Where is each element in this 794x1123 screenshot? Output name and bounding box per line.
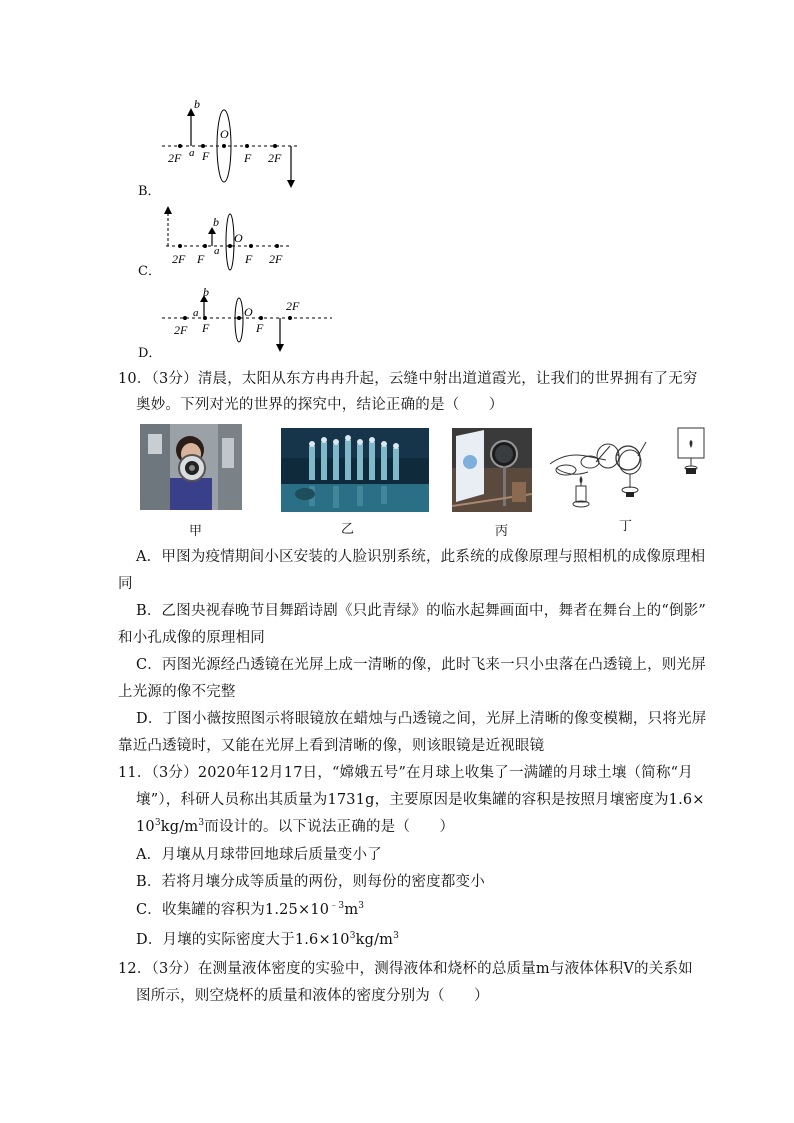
q10-option-d-line2: 靠近凸透镜时，又能在光屏上看到清晰的像，则该眼镜是近视眼镜	[118, 738, 545, 754]
lens-diagram-b	[150, 92, 320, 192]
label-a: a	[214, 245, 220, 257]
q11-stem-line2: 壤”），科研人员称出其质量为1731g，主要原因是收集罐的容积是按照月壤密度为1.6×	[136, 792, 705, 808]
q10-option-c-line2: 上光源的像不完整	[118, 684, 236, 700]
q10-option-b-line2: 和小孔成像的原理相同	[118, 630, 265, 646]
label-o: O	[220, 127, 229, 141]
label-b: b	[203, 285, 209, 299]
label-2f: 2F	[286, 299, 300, 313]
q12-stem-line2: 图所示，则空烧杯的质量和液体的密度分别为（ ）	[136, 988, 489, 1004]
lens-diagram-d	[150, 282, 340, 357]
q10-option-a-line2: 同	[118, 576, 133, 592]
label-2f: 2F	[268, 151, 282, 165]
label-2f: 2F	[168, 151, 182, 165]
q11-option-a: A．月壤从月球带回地球后质量变小了	[136, 847, 382, 863]
label-f: F	[245, 252, 253, 266]
caption-ding: 丁	[619, 519, 633, 534]
caption-yi: 乙	[341, 522, 355, 537]
photo-jia-face-recognition	[140, 424, 242, 510]
q10-option-a-line1: A．甲图为疫情期间小区安装的人脸识别系统，此系统的成像原理与照相机的成像原理相	[136, 549, 706, 565]
q11-option-d: D．月壤的实际密度大于$1.6\times 10^3kg/m^3$	[136, 931, 400, 948]
label-f: F	[202, 149, 210, 163]
q10-stem-line1: 10．（3分）清晨，太阳从东方冉冉升起，云缝中射出道道霞光，让我们的世界拥有了无穷	[118, 371, 698, 387]
label-o: O	[244, 305, 253, 319]
label-o: O	[234, 231, 243, 245]
q11-stem-line3: $10^3kg/m^3$而设计的。以下说法正确的是（ ）	[136, 818, 455, 835]
label-f: F	[202, 321, 210, 335]
q12-stem-line1: 12．（3分）在测量液体密度的实验中，测得液体和烧杯的总质量m与液体体积V的关系如	[118, 961, 693, 977]
q11-stem-line1: 11．（3分）2020年12月17日，“嫦娥五号”在月球上收集了一满罐的月球土壤（简称“月	[118, 765, 693, 781]
label-2f: 2F	[269, 252, 283, 266]
q11-option-b: B．若将月壤分成等质量的两份，则每份的密度都变小	[136, 874, 485, 890]
label-2f: 2F	[172, 252, 186, 266]
label-f: F	[197, 252, 205, 266]
caption-bing: 丙	[495, 524, 509, 539]
label-b: b	[194, 97, 200, 111]
photo-bing-lens-screen	[452, 428, 532, 512]
label-f: F	[256, 321, 264, 335]
label-b: b	[213, 215, 219, 229]
photo-yi-dance	[281, 428, 429, 512]
q11-option-c: C．收集罐的容积为$1.25\times 10^{﹣3}m^3$	[136, 901, 365, 918]
drawing-ding-glasses-candle	[546, 424, 722, 522]
caption-jia: 甲	[189, 524, 203, 539]
label-a: a	[193, 307, 199, 319]
q10-option-b-line1: B．乙图央视春晚节目舞蹈诗剧《只此青绿》的临水起舞画面中，舞者在舞台上的“倒影”	[136, 603, 706, 619]
q10-option-d-line1: D．丁图小薇按照图示将眼镜放在蜡烛与凸透镜之间，光屏上清晰的像变模糊，只将光屏	[136, 711, 707, 727]
option-b-label: B．	[138, 184, 161, 199]
label-a: a	[189, 147, 195, 159]
q10-option-c-line1: C．丙图光源经凸透镜在光屏上成一清晰的像，此时飞来一只小虫落在凸透镜上，则光屏	[136, 657, 706, 673]
option-d-label: D．	[138, 346, 162, 361]
label-2f: 2F	[174, 323, 188, 337]
option-c-label: C．	[138, 264, 161, 279]
lens-diagram-c	[150, 202, 310, 272]
q10-stem-line2: 奥妙。下列对光的世界的探究中，结论正确的是（ ）	[136, 397, 504, 413]
label-f: F	[244, 151, 252, 165]
